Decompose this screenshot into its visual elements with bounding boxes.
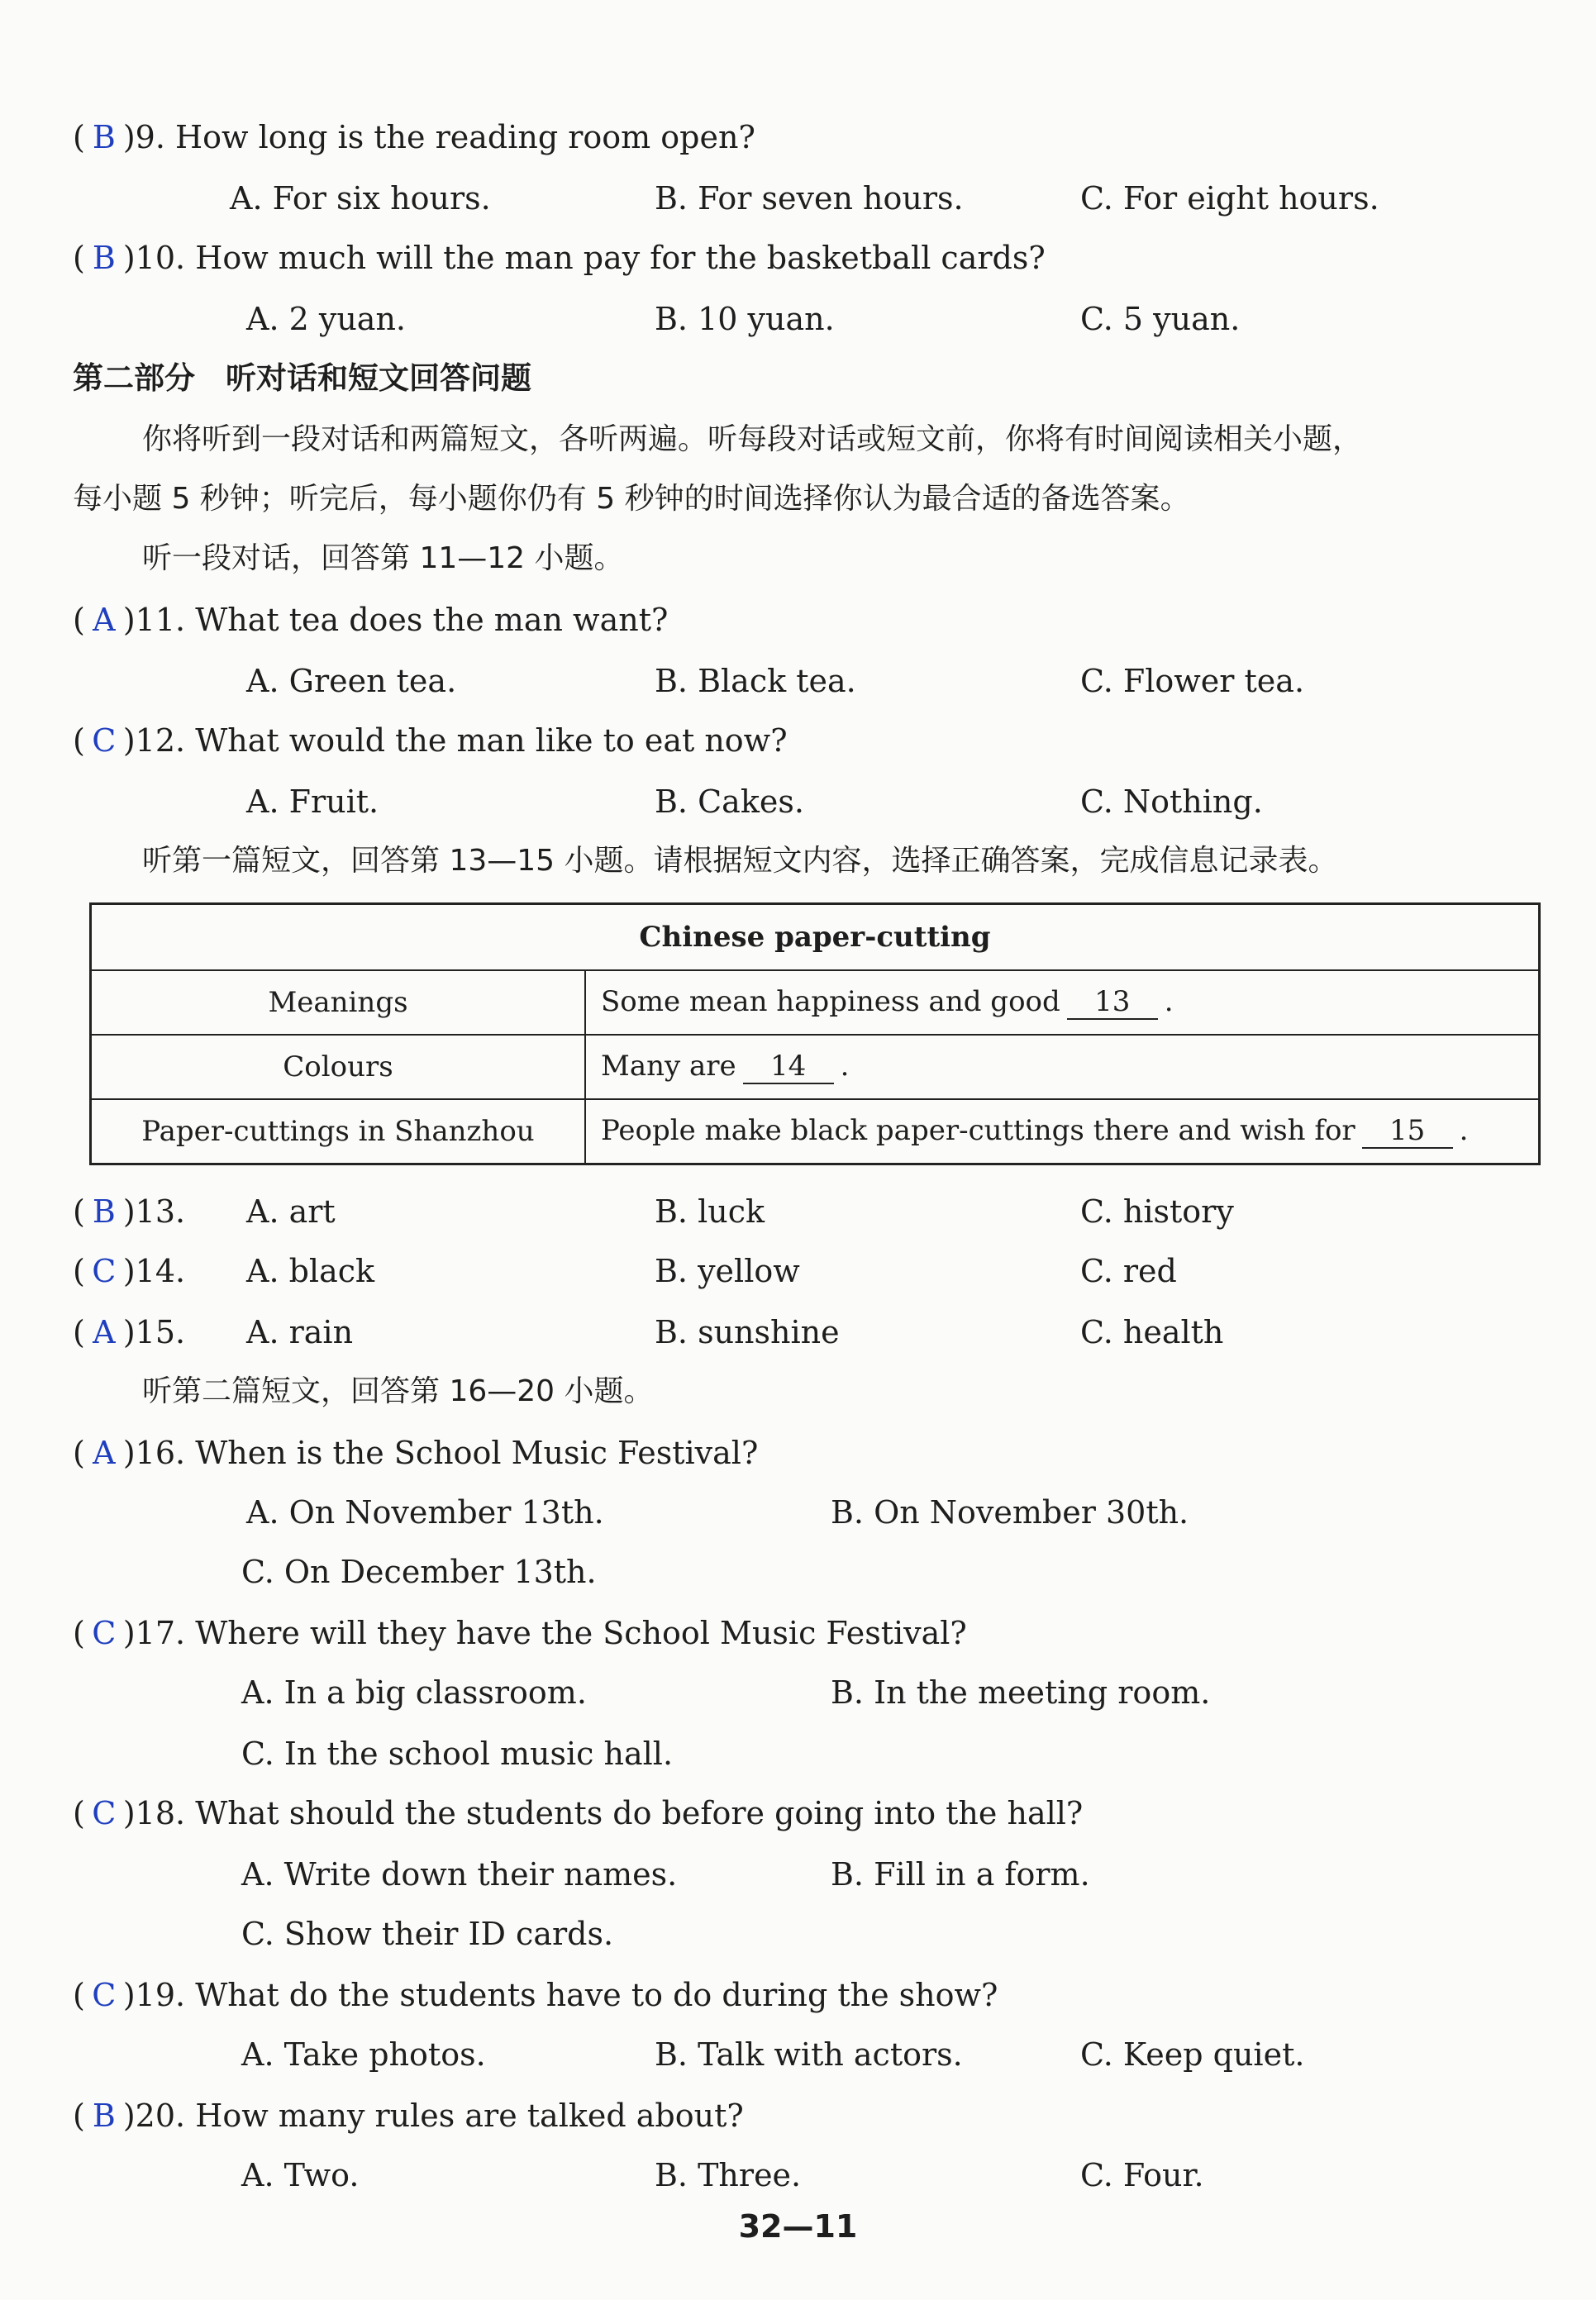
q18-option-c: C. Show their ID cards. (241, 1916, 614, 1952)
passage-2-intro: 听第二篇短文，回答第 16—20 小题。 (142, 1374, 654, 1408)
answer-18: C (92, 1795, 117, 1831)
dialog-intro: 听一段对话，回答第 11—12 小题。 (142, 541, 624, 575)
q20-option-c: C. Four. (1080, 2157, 1204, 2193)
q19-option-a: A. Take photos. (241, 2036, 486, 2073)
question-14: ( C )14. (73, 1253, 186, 1289)
table-title: Chinese paper-cutting (91, 904, 1540, 971)
question-20-text: How many rules are talked about? (195, 2098, 744, 2134)
q12-option-c: C. Nothing. (1080, 783, 1263, 820)
question-11: ( A )11. What tea does the man want? (73, 602, 669, 638)
part-2-heading: 第二部分 听对话和短文回答问题 (73, 360, 531, 396)
question-11-text: What tea does the man want? (195, 602, 669, 638)
q9-option-c: C. For eight hours. (1080, 180, 1379, 217)
answer-12: C (92, 722, 117, 759)
answer-17: C (92, 1615, 117, 1651)
q12-option-a: A. Fruit. (246, 783, 379, 820)
q17-option-c: C. In the school music hall. (241, 1736, 674, 1772)
q10-option-b: B. 10 yuan. (655, 301, 835, 337)
question-19: ( C )19. What do the students have to do during the show? (73, 1977, 998, 2013)
question-9-text: How long is the reading room open? (175, 119, 755, 155)
row-label-colours: Colours (91, 1035, 586, 1099)
answer-20: B (92, 2098, 116, 2134)
question-10-text: How much will the man pay for the basketball cards? (195, 240, 1046, 276)
q13-option-b: B. luck (655, 1193, 765, 1230)
q17-option-a: A. In a big classroom. (241, 1674, 587, 1711)
table-row (91, 970, 1540, 1035)
q16-option-a: A. On November 13th. (246, 1494, 604, 1531)
question-16: ( A )16. When is the School Music Festival? (73, 1435, 759, 1471)
q19-option-c: C. Keep quiet. (1080, 2036, 1305, 2073)
question-16-text: When is the School Music Festival? (195, 1435, 759, 1471)
q17-option-b: B. In the meeting room. (831, 1674, 1211, 1711)
question-19-text: What do the students have to do during the show? (195, 1977, 998, 2013)
q9-option-b: B. For seven hours. (655, 180, 964, 217)
q9-option-a: A. For six hours. (230, 180, 491, 217)
table-row (91, 1035, 1540, 1099)
blank-14: 14 (743, 1050, 834, 1084)
q11-option-c: C. Flower tea. (1080, 663, 1305, 699)
q14-option-a: A. black (246, 1253, 375, 1289)
q11-option-a: A. Green tea. (246, 663, 457, 699)
passage-1-intro: 听第一篇短文，回答第 13—15 小题。请根据短文内容，选择正确答案，完成信息记录表。 (142, 844, 1338, 878)
question-17: ( C )17. Where will they have the School Music Festival? (73, 1615, 967, 1651)
blank-13: 13 (1067, 985, 1158, 1020)
question-10: ( B )10. How much will the man pay for the basketball cards? (73, 240, 1046, 276)
q20-option-a: A. Two. (241, 2157, 360, 2193)
paper-cutting-info-table (89, 902, 1541, 1165)
answer-13: B (92, 1193, 116, 1230)
q18-option-b: B. Fill in a form. (831, 1856, 1090, 1893)
question-12: ( C )12. What would the man like to eat now? (73, 722, 788, 759)
question-9: ( B )9. How long is the reading room open? (73, 119, 755, 155)
page-number: 32—11 (738, 2208, 858, 2245)
row-content-meanings: Some mean happiness and good 13 . (585, 970, 1540, 1035)
q11-option-b: B. Black tea. (655, 663, 856, 699)
row-label-shanzhou: Paper-cuttings in Shanzhou (91, 1099, 586, 1164)
q18-option-a: A. Write down their names. (241, 1856, 678, 1893)
part-2-intro-line1: 你将听到一段对话和两篇短文，各听两遍。听每段对话或短文前，你将有时间阅读相关小题， (142, 422, 1363, 456)
blank-15: 15 (1362, 1114, 1453, 1149)
row-content-shanzhou: People make black paper-cuttings there and wish for 15 . (585, 1099, 1540, 1164)
q16-option-b: B. On November 30th. (831, 1494, 1189, 1531)
q10-option-c: C. 5 yuan. (1080, 301, 1241, 337)
q13-option-a: A. art (246, 1193, 336, 1230)
q15-option-b: B. sunshine (655, 1314, 840, 1350)
question-18: ( C )18. What should the students do before going into the hall? (73, 1795, 1084, 1831)
answer-14: C (92, 1253, 117, 1289)
question-12-text: What would the man like to eat now? (195, 722, 788, 759)
answer-11: A (93, 602, 116, 638)
q19-option-b: B. Talk with actors. (655, 2036, 963, 2073)
answer-9: B (92, 119, 116, 155)
answer-15: A (93, 1314, 116, 1350)
q16-option-c: C. On December 13th. (241, 1554, 597, 1590)
question-15: ( A )15. (73, 1314, 186, 1350)
q10-option-a: A. 2 yuan. (246, 301, 407, 337)
answer-19: C (92, 1977, 117, 2013)
q14-option-b: B. yellow (655, 1253, 800, 1289)
q12-option-b: B. Cakes. (655, 783, 804, 820)
q15-option-c: C. health (1080, 1314, 1224, 1350)
row-content-colours: Many are 14 . (585, 1035, 1540, 1099)
row-label-meanings: Meanings (91, 970, 586, 1035)
q15-option-a: A. rain (246, 1314, 354, 1350)
question-17-text: Where will they have the School Music Festival? (195, 1615, 967, 1651)
q14-option-c: C. red (1080, 1253, 1177, 1289)
answer-16: A (93, 1435, 116, 1471)
question-13: ( B )13. (73, 1193, 186, 1230)
q20-option-b: B. Three. (655, 2157, 802, 2193)
answer-10: B (92, 240, 116, 276)
question-18-text: What should the students do before going into the hall? (195, 1795, 1084, 1831)
part-2-intro-line2: 每小题 5 秒钟；听完后，每小题你仍有 5 秒钟的时间选择你认为最合适的备选答案。 (73, 482, 1190, 516)
table-row (91, 1099, 1540, 1164)
q13-option-c: C. history (1080, 1193, 1234, 1230)
question-20: ( B )20. How many rules are talked about? (73, 2098, 744, 2134)
